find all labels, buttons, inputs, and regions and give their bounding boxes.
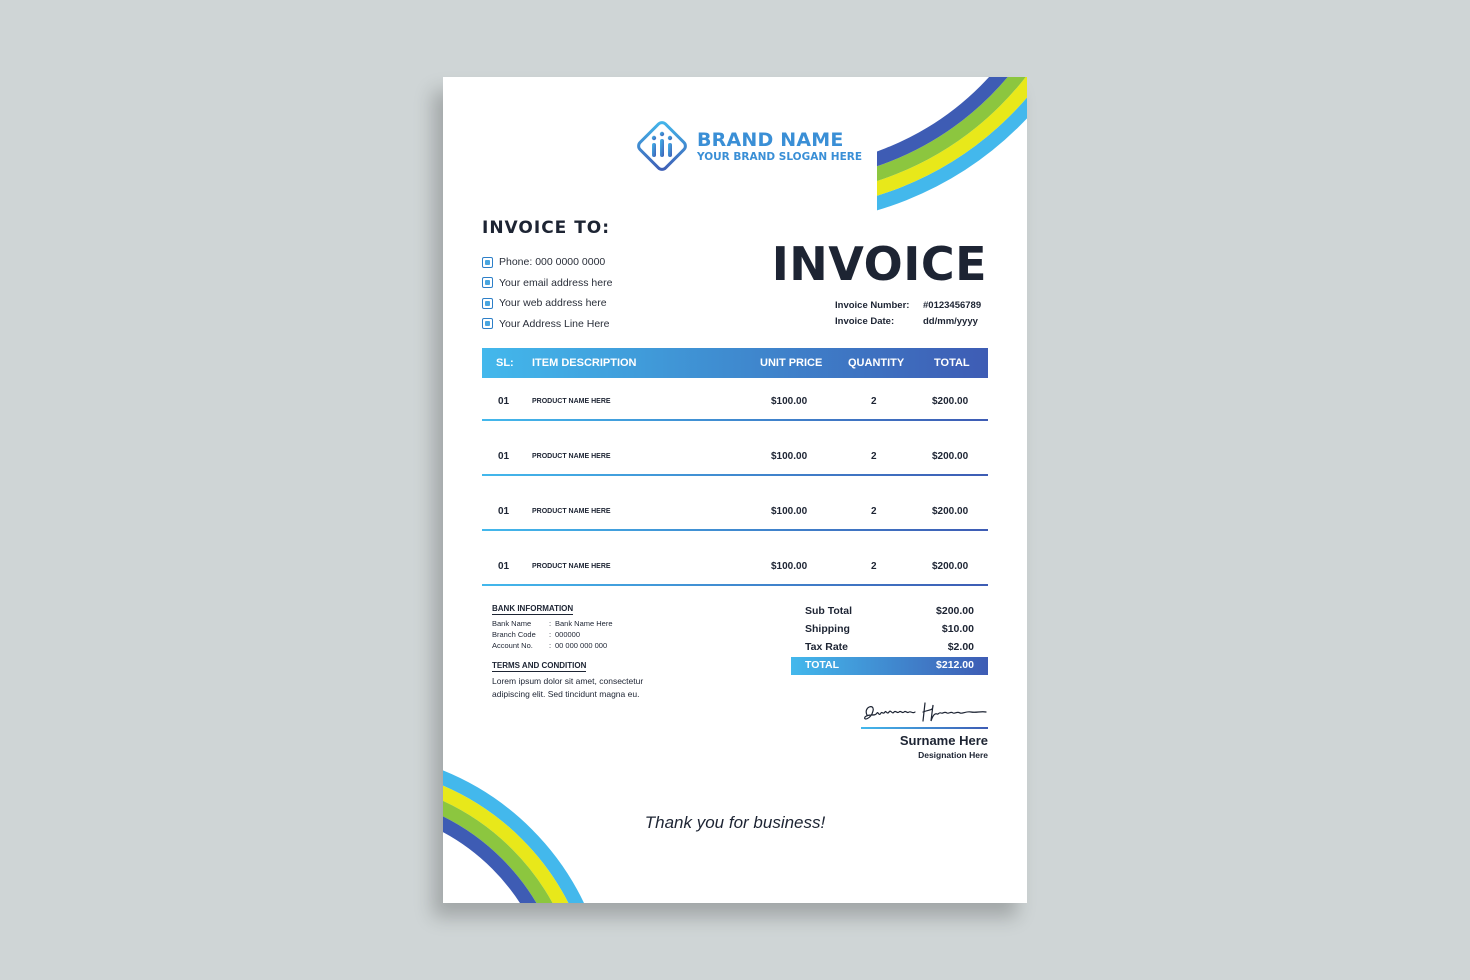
brand-name: BRAND NAME [697, 129, 844, 151]
bank-name-separator: : [549, 619, 552, 628]
row-quantity: 2 [871, 395, 877, 407]
row-description: PRODUCT NAME HERE [532, 452, 611, 460]
contact-web-text: Your web address here [499, 297, 607, 310]
contact-phone-text: Phone: 000 0000 0000 [499, 256, 606, 269]
row-total: $200.00 [932, 450, 969, 462]
contact-list [482, 252, 612, 334]
grand-total-label: TOTAL [805, 659, 840, 671]
invoice-page [443, 77, 1027, 903]
brand-logo-icon [631, 115, 693, 177]
row-unit-price: $100.00 [771, 560, 808, 572]
contact-email [482, 273, 612, 294]
branch-code-row [492, 629, 613, 640]
terms-text: Lorem ipsum dolor sit amet, consectetur adipiscing elit. Sed tincidunt magna eu. [492, 676, 644, 699]
invoice-date-row [835, 313, 981, 329]
invoice-number-label: Invoice Number: [835, 299, 910, 311]
signature-name: Surname Here [899, 733, 988, 748]
table-row [482, 546, 988, 586]
totals-block [791, 603, 988, 675]
branch-code-separator: : [549, 630, 552, 639]
row-unit-price: $100.00 [771, 505, 808, 517]
bank-name-label: Bank Name [492, 619, 532, 628]
account-no-separator: : [549, 641, 552, 650]
row-quantity: 2 [871, 560, 877, 572]
shipping-row [791, 621, 988, 639]
account-no-row [492, 640, 613, 651]
row-description: PRODUCT NAME HERE [532, 397, 611, 405]
bank-name-row [492, 618, 613, 629]
row-description: PRODUCT NAME HERE [532, 562, 611, 570]
row-total: $200.00 [932, 395, 969, 407]
invoice-date-label: Invoice Date: [835, 315, 895, 327]
invoice-number-row [835, 297, 981, 313]
tax-label: Tax Rate [805, 641, 848, 653]
bank-name-value: Bank Name Here [555, 619, 613, 628]
header-total: TOTAL [934, 357, 970, 369]
tax-row [791, 639, 988, 657]
grand-total-value: $212.00 [936, 659, 974, 671]
shipping-label: Shipping [805, 623, 850, 635]
web-icon [482, 298, 493, 309]
branch-code-label: Branch Code [492, 630, 536, 639]
contact-address-text: Your Address Line Here [499, 317, 610, 330]
signature-image [861, 699, 988, 727]
row-unit-price: $100.00 [771, 450, 808, 462]
subtotal-row [791, 603, 988, 621]
account-no-value: 00 000 000 000 [555, 641, 608, 650]
row-total: $200.00 [932, 505, 969, 517]
tax-value: $2.00 [947, 641, 974, 653]
contact-address [482, 314, 612, 335]
subtotal-value: $200.00 [936, 605, 974, 617]
email-icon [482, 277, 493, 288]
table-header [482, 348, 988, 378]
decorative-swoosh-top [877, 77, 1027, 257]
row-quantity: 2 [871, 450, 877, 462]
invoice-to-heading: INVOICE TO: [482, 218, 611, 238]
brand-logo [631, 115, 863, 179]
bank-information-title: BANK INFORMATION [492, 604, 574, 613]
row-sl: 01 [498, 560, 510, 572]
table-row [482, 491, 988, 531]
row-quantity: 2 [871, 505, 877, 517]
brand-slogan: YOUR BRAND SLOGAN HERE [697, 151, 863, 163]
row-description: PRODUCT NAME HERE [532, 507, 611, 515]
bank-information [492, 618, 613, 651]
terms-title: TERMS AND CONDITION [492, 661, 587, 670]
invoice-number-value: #0123456789 [923, 299, 982, 311]
invoice-title: INVOICE [771, 237, 987, 291]
header-description: ITEM DESCRIPTION [532, 357, 637, 369]
table-row [482, 436, 988, 476]
branch-code-value: 000000 [555, 630, 581, 639]
table-row [482, 381, 988, 421]
account-no-label: Account No. [492, 641, 533, 650]
signature-designation: Designation Here [918, 750, 988, 760]
row-sl: 01 [498, 505, 510, 517]
thank-you-message: Thank you for business! [644, 813, 826, 832]
shipping-value: $10.00 [941, 623, 974, 635]
location-icon [482, 318, 493, 329]
phone-icon [482, 257, 493, 268]
row-sl: 01 [498, 450, 510, 462]
header-sl: SL: [496, 357, 514, 369]
row-sl: 01 [498, 395, 510, 407]
header-quantity: QUANTITY [848, 357, 905, 369]
contact-phone [482, 252, 612, 273]
row-unit-price: $100.00 [771, 395, 808, 407]
invoice-meta [835, 297, 981, 329]
row-total: $200.00 [932, 560, 969, 572]
signature-line [861, 727, 988, 729]
contact-web [482, 293, 612, 314]
contact-email-text: Your email address here [499, 276, 613, 289]
grand-total-row [791, 657, 988, 675]
invoice-date-value: dd/mm/yyyy [923, 315, 978, 327]
header-unit-price: UNIT PRICE [760, 357, 823, 369]
subtotal-label: Sub Total [805, 605, 853, 617]
